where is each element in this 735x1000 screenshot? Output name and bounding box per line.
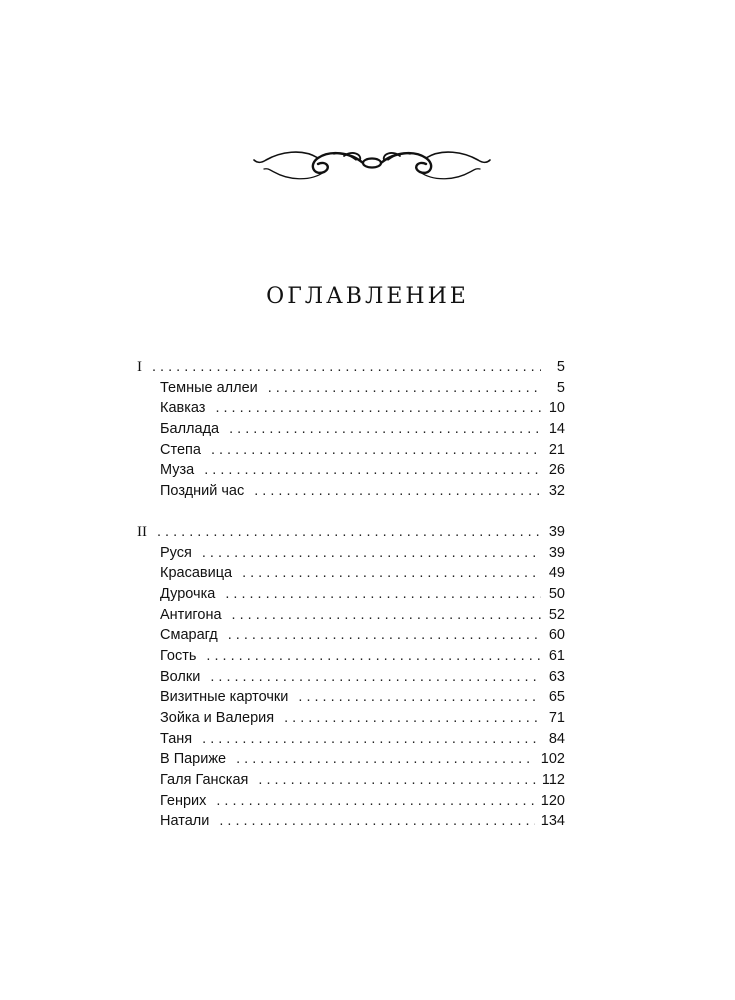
toc-entry-title: Красавица bbox=[160, 565, 233, 582]
leader-dots bbox=[242, 563, 541, 584]
toc-page-number: 102 bbox=[540, 751, 565, 768]
toc-entry-title: Волки bbox=[160, 668, 201, 685]
toc-entry[interactable] bbox=[137, 667, 565, 688]
leader-dots bbox=[228, 625, 541, 646]
toc-section-entry[interactable] bbox=[137, 357, 565, 378]
toc-entry[interactable] bbox=[137, 729, 565, 750]
toc-section-label: I bbox=[137, 359, 142, 375]
toc-entry[interactable] bbox=[137, 419, 565, 440]
toc-page-number: 60 bbox=[548, 627, 565, 644]
toc-entry-title: Кавказ bbox=[160, 400, 206, 417]
toc-page-number: 50 bbox=[548, 585, 565, 602]
toc-entry-title: Руся bbox=[160, 544, 192, 561]
toc-page-number: 5 bbox=[556, 379, 565, 396]
toc-entry-title: В Париже bbox=[160, 751, 227, 768]
toc-page-number: 65 bbox=[548, 689, 565, 706]
toc-section bbox=[137, 522, 565, 832]
toc-entry-title: Галя Ганская bbox=[160, 772, 249, 789]
leader-dots bbox=[202, 543, 541, 564]
toc-page-number: 14 bbox=[548, 421, 565, 438]
toc-entry[interactable] bbox=[137, 543, 565, 564]
toc-entry[interactable] bbox=[137, 440, 565, 461]
toc-entry-title: Степа bbox=[160, 441, 201, 458]
toc-entry[interactable] bbox=[137, 749, 565, 770]
page-title: ОГЛАВЛЕНИЕ bbox=[266, 284, 469, 309]
leader-dots bbox=[215, 398, 541, 419]
toc-page-number: 32 bbox=[548, 483, 565, 500]
toc-page-number: 112 bbox=[541, 772, 565, 789]
toc-page-number: 49 bbox=[548, 565, 565, 582]
toc-section-entry[interactable] bbox=[137, 522, 565, 543]
toc-entry[interactable] bbox=[137, 646, 565, 667]
table-of-contents bbox=[137, 357, 565, 852]
leader-dots bbox=[298, 687, 541, 708]
toc-entry-title: Дурочка bbox=[160, 585, 216, 602]
toc-entry-title: Темные аллеи bbox=[160, 379, 258, 396]
toc-page-number: 84 bbox=[548, 730, 565, 747]
toc-page-number: 71 bbox=[548, 710, 565, 726]
leader-dots bbox=[211, 440, 541, 461]
toc-section bbox=[137, 357, 565, 502]
toc-entry-title: Таня bbox=[160, 730, 193, 747]
toc-entry[interactable] bbox=[137, 708, 565, 729]
toc-entry[interactable] bbox=[137, 460, 565, 481]
leader-dots bbox=[284, 708, 541, 729]
leader-dots bbox=[152, 357, 541, 378]
leader-dots bbox=[232, 605, 541, 626]
toc-page-number: 26 bbox=[548, 462, 565, 479]
toc-entry[interactable] bbox=[137, 625, 565, 646]
leader-dots bbox=[254, 481, 541, 502]
leader-dots bbox=[225, 584, 541, 605]
toc-entry-title: Смарагд bbox=[160, 627, 218, 644]
toc-page-number: 5 bbox=[556, 359, 565, 375]
leader-dots bbox=[229, 419, 541, 440]
toc-page-number: 134 bbox=[540, 813, 565, 830]
toc-entry-title: Гость bbox=[160, 647, 197, 664]
toc-page-number: 10 bbox=[548, 400, 565, 417]
toc-page-number: 61 bbox=[548, 647, 565, 664]
toc-entry[interactable] bbox=[137, 378, 565, 399]
toc-entry-title: Муза bbox=[160, 462, 195, 479]
toc-page-number: 21 bbox=[548, 441, 565, 458]
toc-entry[interactable] bbox=[137, 791, 565, 812]
toc-entry-title: Натали bbox=[160, 813, 210, 830]
leader-dots bbox=[202, 729, 541, 750]
toc-entry-title: Баллада bbox=[160, 421, 220, 438]
toc-entry[interactable] bbox=[137, 811, 565, 832]
toc-page-number: 63 bbox=[548, 668, 565, 685]
toc-entry[interactable] bbox=[137, 584, 565, 605]
leader-dots bbox=[268, 378, 541, 399]
toc-page-number: 120 bbox=[540, 792, 565, 809]
toc-section-label: II bbox=[137, 523, 147, 540]
toc-page-number: 39 bbox=[548, 523, 565, 540]
leader-dots bbox=[216, 791, 534, 812]
leader-dots bbox=[157, 522, 541, 543]
toc-entry-title: Антигона bbox=[160, 606, 222, 623]
toc-entry[interactable] bbox=[137, 563, 565, 584]
leader-dots bbox=[236, 749, 535, 770]
toc-entry-title: Визитные карточки bbox=[160, 689, 289, 706]
toc-page-number: 52 bbox=[548, 606, 565, 623]
leader-dots bbox=[219, 811, 534, 832]
toc-entry[interactable] bbox=[137, 398, 565, 419]
toc-entry[interactable] bbox=[137, 605, 565, 626]
leader-dots bbox=[206, 646, 541, 667]
flourish-ornament-icon bbox=[252, 138, 492, 188]
toc-entry-title: Генрих bbox=[160, 792, 207, 809]
toc-entry[interactable] bbox=[137, 687, 565, 708]
toc-page-number: 39 bbox=[548, 544, 565, 561]
leader-dots bbox=[210, 667, 541, 688]
leader-dots bbox=[258, 770, 535, 791]
toc-entry-title: Зойка и Валерия bbox=[160, 710, 275, 726]
toc-entry[interactable] bbox=[137, 770, 565, 791]
leader-dots bbox=[204, 460, 541, 481]
toc-entry[interactable] bbox=[137, 481, 565, 502]
toc-entry-title: Поздний час bbox=[160, 483, 245, 500]
